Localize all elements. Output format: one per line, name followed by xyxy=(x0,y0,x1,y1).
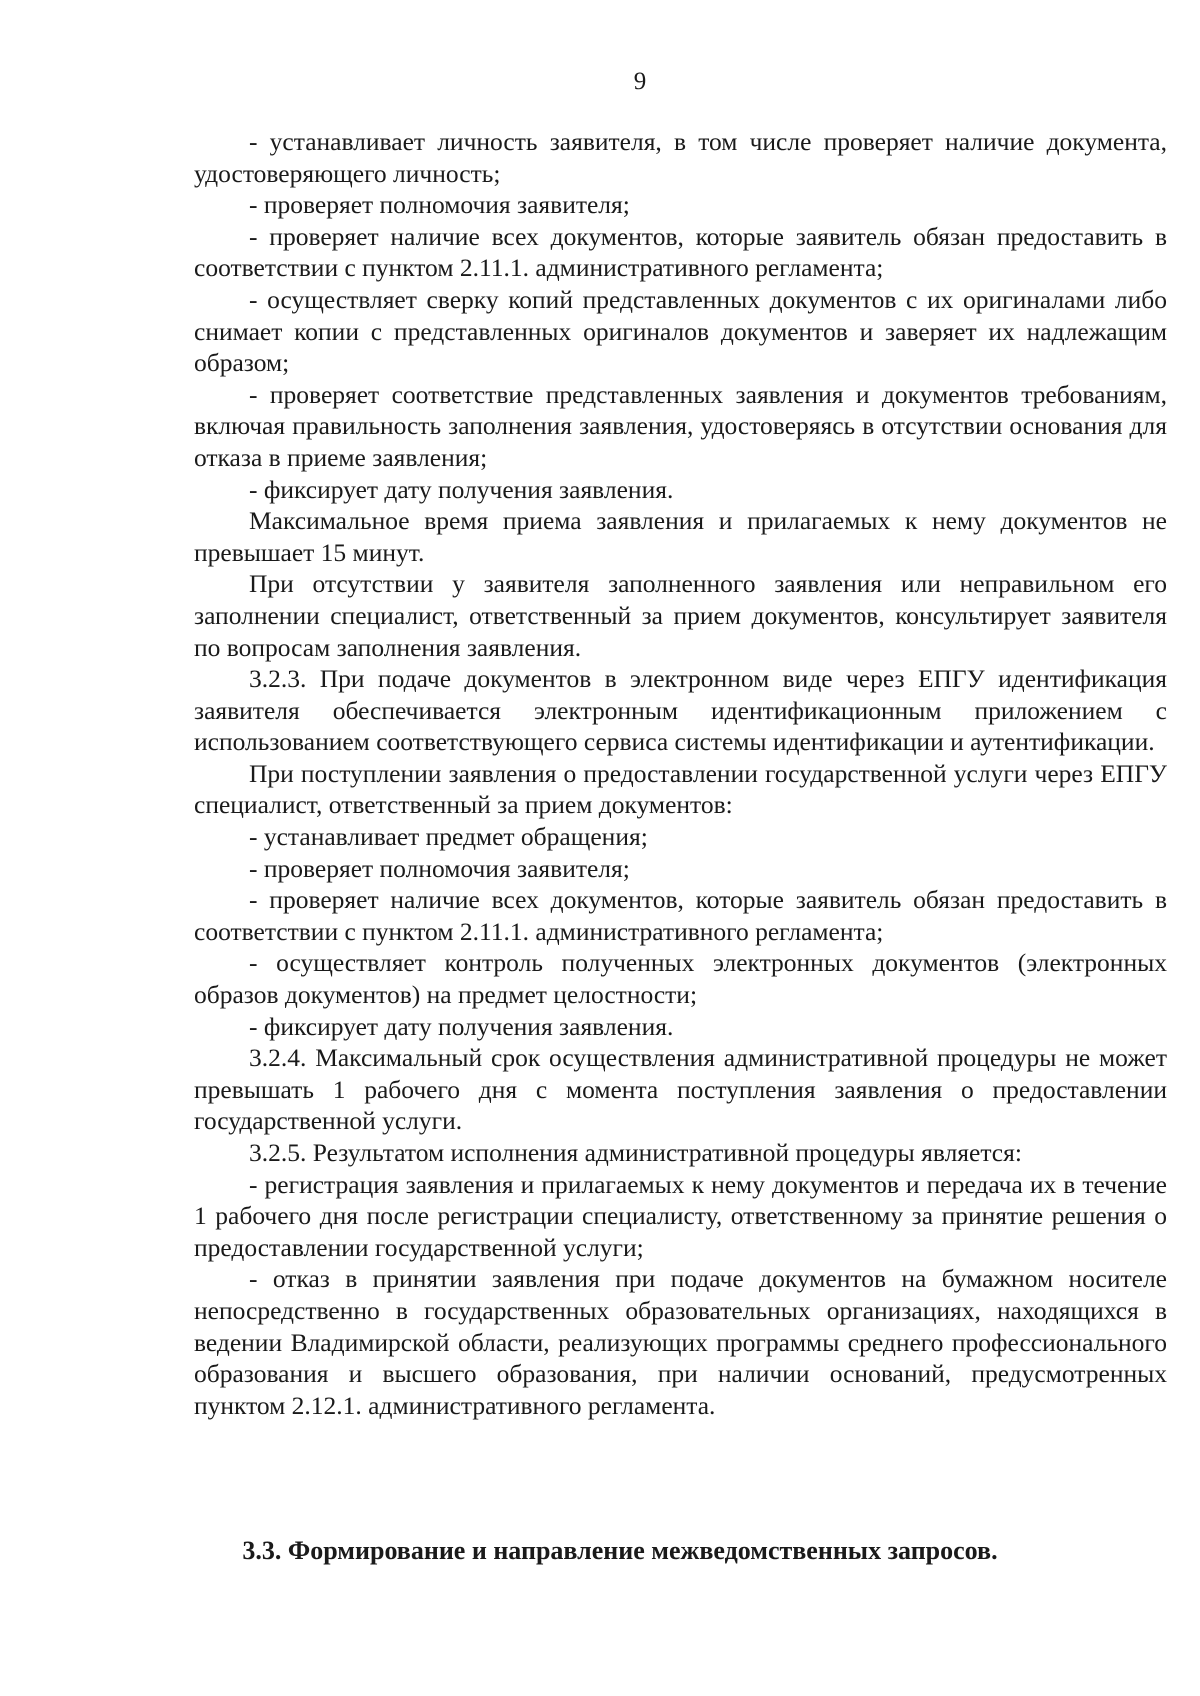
paragraph: Максимальное время приема заявления и прилагаемых к нему документов не превышает 15 минут. xyxy=(194,506,1167,567)
paragraph: 3.2.3. При подаче документов в электронном виде через ЕПГУ идентификация заявителя обеспечивается электронным идентификационным приложением с использованием соответствующего сервиса системы идентификации и аутентификации. xyxy=(194,664,1167,757)
paragraph: - проверяет соответствие представленных заявления и документов требованиям, включая правильность заполнения заявления, удостоверяясь в отсутствии основания для отказа в приеме заявления; xyxy=(194,379,1167,472)
paragraph: - осуществляет контроль полученных электронных документов (электронных образов документов) на предмет целостности; xyxy=(194,948,1167,1010)
paragraph: - фиксирует дату получения заявления. xyxy=(249,1011,674,1041)
paragraph: При поступлении заявления о предоставлении государственной услуги через ЕПГУ специалист, ответственный за прием документов: xyxy=(194,758,1167,820)
paragraph: - фиксирует дату получения заявления. xyxy=(249,474,674,504)
paragraph: - осуществляет сверку копий представленных документов с их оригиналами либо снимает копии с представленных оригиналов документов и заверяет их надлежащим образом; xyxy=(194,284,1167,378)
section-heading: 3.3. Формирование и направление межведомственных запросов. xyxy=(242,1536,998,1565)
paragraph: - проверяет полномочия заявителя; xyxy=(249,853,630,883)
page-number: 9 xyxy=(633,68,647,95)
paragraph: - регистрация заявления и прилагаемых к нему документов и передача их в течение 1 рабочего дня после регистрации специалисту, ответственному за принятие решения о предоставлении государственной услуги; xyxy=(194,1169,1167,1262)
paragraph: - проверяет наличие всех документов, которые заявитель обязан предоставить в соответствии с пунктом 2.11.1. административного регламента; xyxy=(194,221,1167,283)
paragraph: - отказ в принятии заявления при подаче документов на бумажном носителе непосредственно в государственных образовательных организациях, находящихся в ведении Владимирской области, реализующих программы среднего профессионального образования и высшего образования, при наличии оснований, предусмотренных пунктом 2.12.1. административного регламента. xyxy=(194,1264,1167,1420)
paragraph: 3.2.4. Максимальный срок осуществления административной процедуры не может превышать 1 рабочего дня с момента поступления заявления о предоставлении государственной услуги. xyxy=(194,1043,1167,1136)
paragraph: При отсутствии у заявителя заполненного заявления или неправильном его заполнении специалист, ответственный за прием документов, консультирует заявителя по вопросам заполнения заявления. xyxy=(194,569,1167,662)
paragraph: - устанавливает личность заявителя, в том числе проверяет наличие документа, удостоверяющего личность; xyxy=(194,127,1167,188)
paragraph: - проверяет полномочия заявителя; xyxy=(249,190,630,220)
paragraph: - проверяет наличие всех документов, которые заявитель обязан предоставить в соответствии с пунктом 2.11.1. административного регламента; xyxy=(194,885,1167,946)
document-body xyxy=(194,126,1167,1421)
paragraph: - устанавливает предмет обращения; xyxy=(249,822,648,852)
paragraph: 3.2.5. Результатом исполнения административной процедуры является: xyxy=(249,1138,1022,1167)
